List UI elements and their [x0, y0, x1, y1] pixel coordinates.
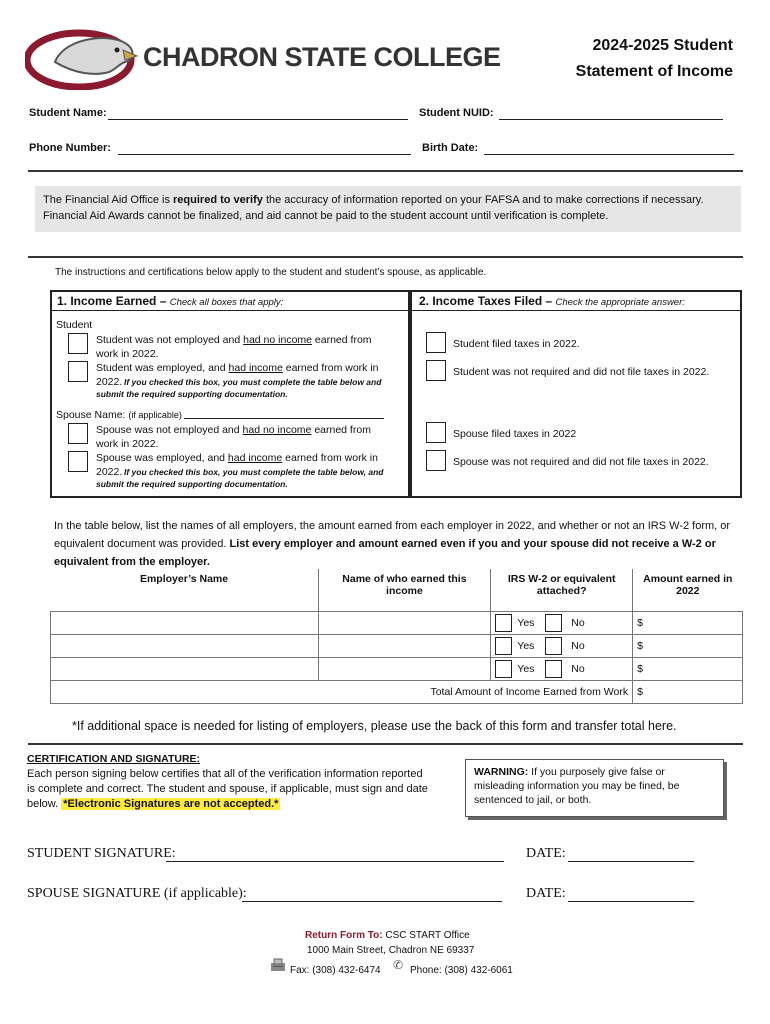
spouse-name-label: Spouse Name: (if applicable)	[56, 409, 182, 421]
notice-text-1: The Financial Aid Office is	[43, 194, 174, 206]
spouse-filed-taxes-checkbox[interactable]	[426, 422, 446, 443]
spouse-no-income-option: Spouse was not employed and had no income earned from work in 2022.	[96, 424, 371, 450]
spouse-no-income-checkbox[interactable]	[68, 423, 88, 444]
w2-no-checkbox[interactable]	[545, 660, 562, 678]
college-name: CHADRON STATE COLLEGE	[143, 42, 501, 72]
income-earned-heading: 1. Income Earned – Check all boxes that apply:	[57, 294, 284, 308]
spouse-date-field[interactable]	[568, 886, 694, 902]
spouse-note: If you checked this box, you must complete the table below, and submit the required supporting documentation.	[96, 467, 384, 489]
header-w2-attached: IRS W-2 or equivalent attached?	[491, 569, 633, 612]
certification-heading: CERTIFICATION AND SIGNATURE:	[27, 753, 201, 765]
w2-no-checkbox[interactable]	[545, 614, 562, 632]
instructions-text: The instructions and certifications below apply to the student and student’s spouse, as applicable.	[55, 267, 487, 278]
amount-cell[interactable]: $	[633, 635, 743, 658]
amount-cell[interactable]: $	[633, 658, 743, 681]
divider	[28, 170, 743, 172]
total-row	[51, 681, 743, 704]
student-label: Student	[56, 319, 93, 331]
employer-name-cell[interactable]	[51, 635, 319, 658]
student-had-income-checkbox[interactable]	[68, 361, 88, 382]
total-amount-cell[interactable]: $	[633, 681, 743, 704]
spouse-name-field[interactable]	[184, 406, 384, 419]
form-title-line2: Statement of Income	[575, 63, 733, 80]
spouse-date-label: DATE:	[526, 886, 566, 901]
w2-cell: Yes No	[491, 658, 633, 681]
spouse-signature-field[interactable]	[242, 886, 502, 902]
divider	[28, 256, 743, 258]
additional-space-note: *If additional space is needed for listing of employers, please use the back of this form and transfer total here.	[72, 719, 677, 733]
table-header-row	[51, 569, 743, 612]
amount-cell[interactable]: $	[633, 612, 743, 635]
table-row	[51, 635, 743, 658]
employer-name-cell[interactable]	[51, 612, 319, 635]
phone-number: Phone: (308) 432-6061	[410, 965, 513, 976]
fax-number: Fax: (308) 432-6474	[290, 965, 381, 976]
student-name-field[interactable]	[108, 106, 408, 120]
w2-cell: Yes No	[491, 612, 633, 635]
student-nuid-label: Student NUID:	[419, 107, 494, 119]
income-taxes-heading: 2. Income Taxes Filed – Check the appropriate answer:	[419, 294, 685, 308]
student-name-label: Student Name:	[29, 107, 107, 119]
student-nuid-field[interactable]	[499, 106, 723, 120]
student-signature-label: STUDENT SIGNATURE:	[27, 846, 176, 861]
w2-yes-checkbox[interactable]	[495, 660, 512, 678]
spouse-had-income-checkbox[interactable]	[68, 451, 88, 472]
college-logo	[25, 26, 501, 90]
spouse-filed-taxes-option: Spouse filed taxes in 2022	[453, 428, 577, 440]
table-instructions: In the table below, list the names of all employers, the amount earned from each employer in 2022, and whether or not an IRS W-2 form, or equivalent document was provided. List every employer and amount earned even if you and your spouse did not receive a W-2 or equivalent from the employer.	[54, 520, 731, 568]
spouse-not-filed-checkbox[interactable]	[426, 450, 446, 471]
birth-date-field[interactable]	[484, 141, 734, 155]
table-row	[51, 612, 743, 635]
w2-yes-checkbox[interactable]	[495, 637, 512, 655]
divider	[28, 743, 743, 745]
student-filed-taxes-option: Student filed taxes in 2022.	[453, 338, 580, 350]
earner-name-cell[interactable]	[318, 658, 491, 681]
employer-name-cell[interactable]	[51, 658, 319, 681]
phone-number-field[interactable]	[118, 141, 411, 155]
w2-cell: Yes No	[491, 635, 633, 658]
student-date-field[interactable]	[568, 846, 694, 862]
form-title-line1: 2024-2025 Student	[592, 37, 733, 54]
student-no-income-checkbox[interactable]	[68, 333, 88, 354]
return-address: 1000 Main Street, Chadron NE 69337	[307, 945, 475, 956]
student-filed-taxes-checkbox[interactable]	[426, 332, 446, 353]
section-heading-underline	[52, 310, 740, 311]
student-not-filed-option: Student was not required and did not file taxes in 2022.	[453, 366, 710, 378]
electronic-signature-warning: *Electronic Signatures are not accepted.*	[63, 798, 279, 810]
header-amount-earned: Amount earned in 2022	[633, 569, 743, 612]
w2-yes-checkbox[interactable]	[495, 614, 512, 632]
student-not-filed-checkbox[interactable]	[426, 360, 446, 381]
phone-number-label: Phone Number:	[29, 142, 111, 154]
total-label: Total Amount of Income Earned from Work	[51, 681, 633, 704]
phone-icon: ✆	[393, 958, 404, 972]
return-to: Return Form To: CSC START Office	[305, 930, 470, 941]
student-signature-field[interactable]	[166, 846, 504, 862]
eagle-logo-icon	[25, 26, 145, 90]
notice-bold: required to verify	[173, 194, 263, 206]
spouse-signature-label: SPOUSE SIGNATURE (if applicable):	[27, 886, 247, 901]
student-date-label: DATE:	[526, 846, 566, 861]
earner-name-cell[interactable]	[318, 612, 491, 635]
student-note: If you checked this box, you must complete the table below and submit the required supporting documentation.	[96, 377, 382, 399]
spouse-had-income-option: Spouse was employed, and had income earned from work in 2022.	[96, 452, 378, 478]
student-no-income-option: Student was not employed and had no income earned from work in 2022.	[96, 334, 372, 360]
spouse-not-filed-option: Spouse was not required and did not file taxes in 2022.	[453, 456, 709, 468]
header-earner-name: Name of who earned this income	[318, 569, 491, 612]
w2-no-checkbox[interactable]	[545, 637, 562, 655]
warning-box: WARNING: If you purposely give false or misleading information you may be fined, be sentenced to jail, or both.	[465, 759, 724, 817]
verification-notice	[35, 186, 741, 232]
table-row	[51, 658, 743, 681]
earner-name-cell[interactable]	[318, 635, 491, 658]
notice-text-2: the accuracy of information reported on your FAFSA and to make corrections if necessary. Financial Aid Awards cannot be finalized, and aid cannot be paid to the student account until verification is complete.	[43, 194, 704, 222]
birth-date-label: Birth Date:	[422, 142, 479, 154]
header-employer-name: Employer’s Name	[51, 569, 319, 612]
student-had-income-option: Student was employed, and had income earned from work in 2022.	[96, 362, 379, 388]
employer-table	[50, 569, 743, 704]
fax-icon	[270, 958, 286, 975]
certification-text: Each person signing below certifies that all of the verification information reported is complete and correct. The student and spouse, if applicable, must sign and date below. *Electronic Signatures are not accepted.*	[27, 768, 428, 810]
